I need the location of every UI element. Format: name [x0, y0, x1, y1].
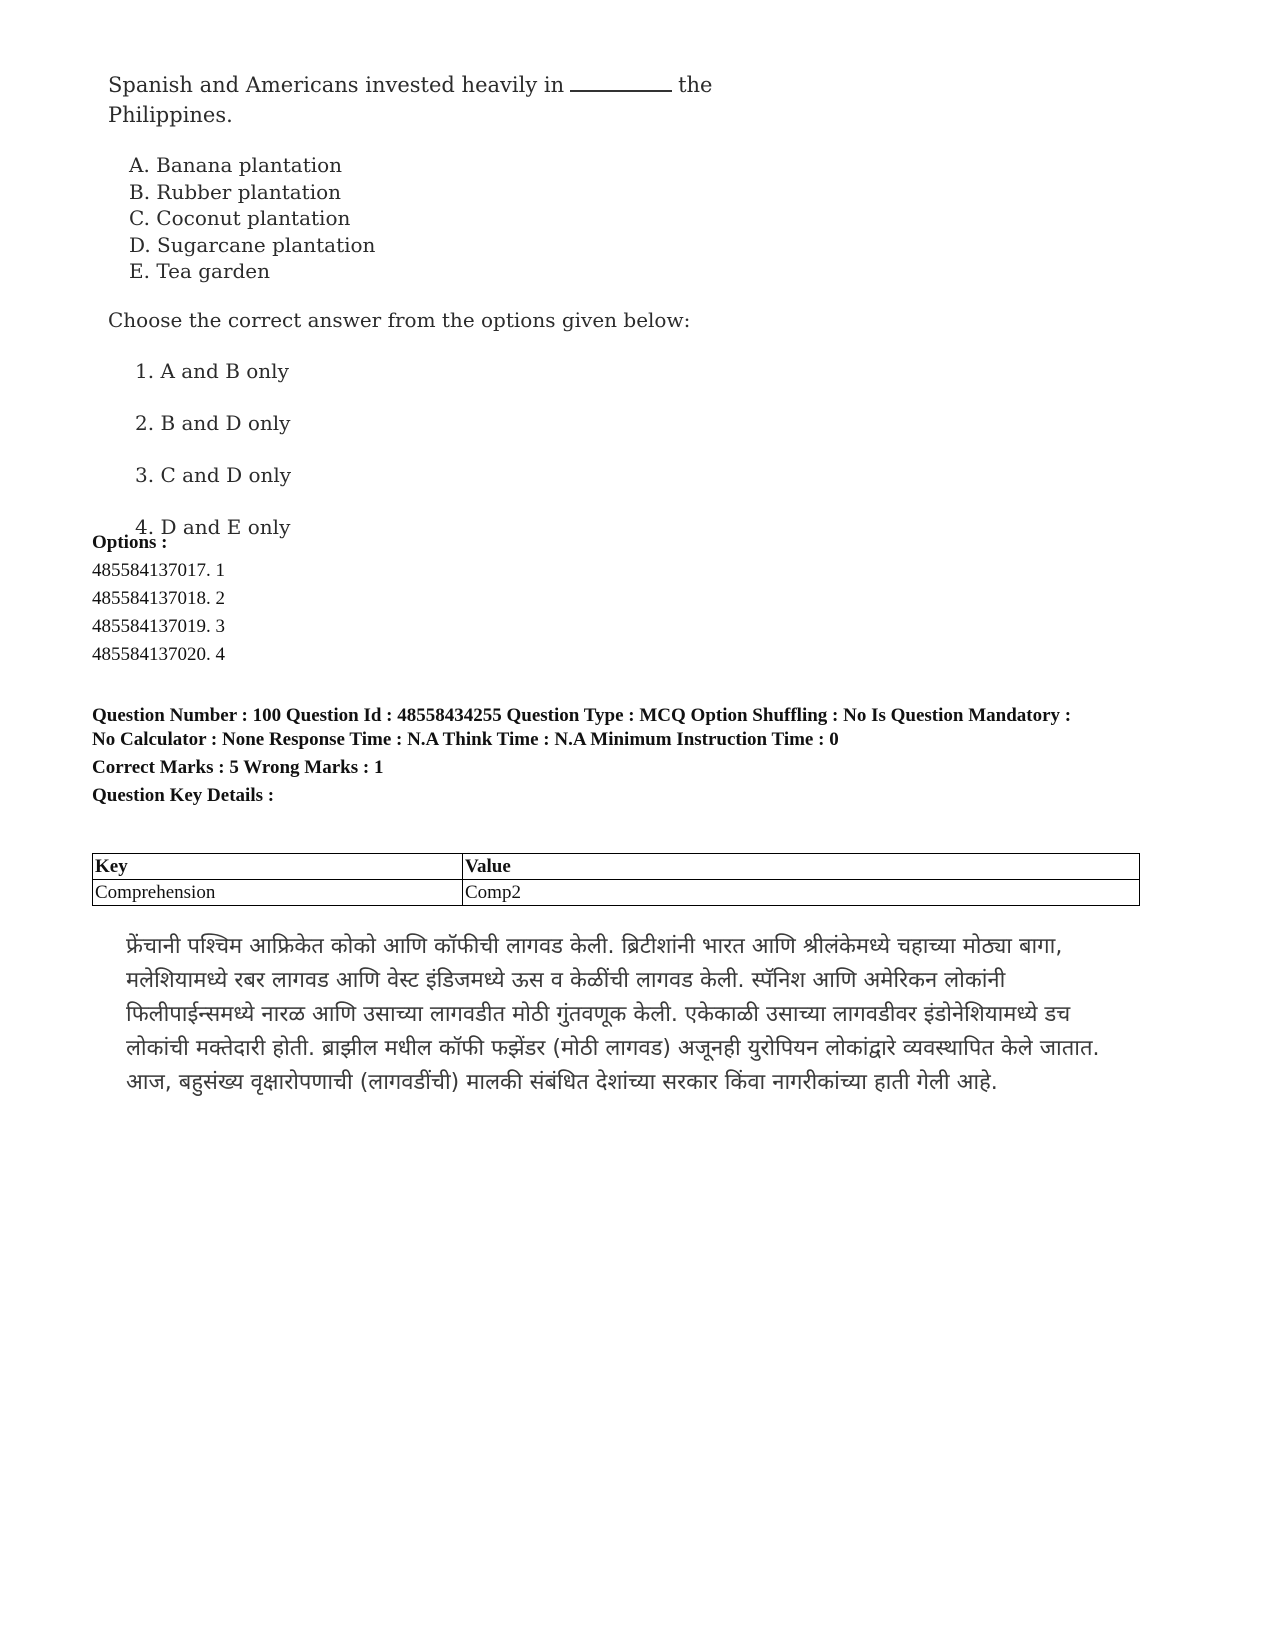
- choice-item: 2. B and D only: [135, 410, 291, 435]
- stem-before: Spanish and Americans invested heavily in: [108, 73, 565, 97]
- statement-item: E. Tea garden: [129, 259, 271, 283]
- option-row: 485584137017. 1: [92, 560, 225, 581]
- option-row: 485584137020. 4: [92, 644, 225, 665]
- header-key: Key: [93, 854, 463, 880]
- question-stem: [108, 70, 808, 130]
- question-image: [108, 70, 808, 559]
- question-meta: [92, 704, 1192, 808]
- choice-item: 3. C and D only: [135, 462, 292, 487]
- marks-line: Correct Marks : 5 Wrong Marks : 1: [92, 757, 384, 778]
- key-details-title: Question Key Details :: [92, 785, 275, 806]
- meta-line-1: Question Number : 100 Question Id : 48558434255 Question Type : MCQ Option Shuffling : No Is Question Mandatory :: [92, 705, 1072, 726]
- statement-item: C. Coconut plantation: [129, 206, 351, 230]
- option-row: 485584137018. 2: [92, 588, 225, 609]
- options-title: Options :: [92, 532, 168, 553]
- option-row: 485584137019. 3: [92, 616, 225, 637]
- header-value: Value: [463, 854, 1140, 880]
- cell-value: Comp2: [463, 880, 1140, 906]
- marathi-passage: फ्रेंचानी पश्चिम आफ्रिकेत कोको आणि कॉफीची लागवड केली. ब्रिटीशांनी भारत आणि श्रीलंकेमध्ये चहाच्या मोठ्या बागा, मलेशियामध्ये रबर लागवड आणि वेस्ट इंडिजमध्ये ऊस व केळींची लागवड केली. स्पॅनिश आणि अमेरिकन लोकांनी फिलीपाईन्समध्ये नारळ आणि उसाच्या लागवडीत मोठी गुंतवणूक केली. एकेकाळी उसाच्या लागवडीवर इंडोनेशियामध्ये डच लोकांची मक्तेदारी होती. ब्राझील मधील कॉफी फझेंडर (मोठी लागवड) अजूनही युरोपियन लोकांद्वारे व्यवस्थापित केले जातात. आज, बहुसंख्य वृक्षारोपणाची (लागवडींची) मालकी संबंधित देशांच्या सरकार किंवा नागरीकांच्या हाती गेली आहे.: [126, 934, 1100, 1095]
- statement-item: A. Banana plantation: [129, 153, 343, 177]
- choice-item: 4. D and E only: [135, 514, 291, 539]
- question-instruction: Choose the correct answer from the options given below:: [108, 307, 691, 332]
- cell-key: Comprehension: [93, 880, 463, 906]
- table-row: [93, 880, 1140, 906]
- statement-item: D. Sugarcane plantation: [129, 232, 376, 257]
- meta-line-2: No Calculator : None Response Time : N.A Think Time : N.A Minimum Instruction Time : 0: [92, 729, 839, 750]
- key-details-table: [92, 853, 1140, 906]
- answer-blank: [570, 72, 672, 92]
- table-header-row: [93, 854, 1140, 880]
- statement-item: B. Rubber plantation: [129, 179, 342, 204]
- statement-list: [129, 152, 808, 285]
- choice-list: [135, 351, 808, 559]
- choice-item: 1. A and B only: [135, 358, 289, 383]
- stem-after: the Philippines.: [108, 73, 713, 127]
- options-section: [92, 529, 225, 669]
